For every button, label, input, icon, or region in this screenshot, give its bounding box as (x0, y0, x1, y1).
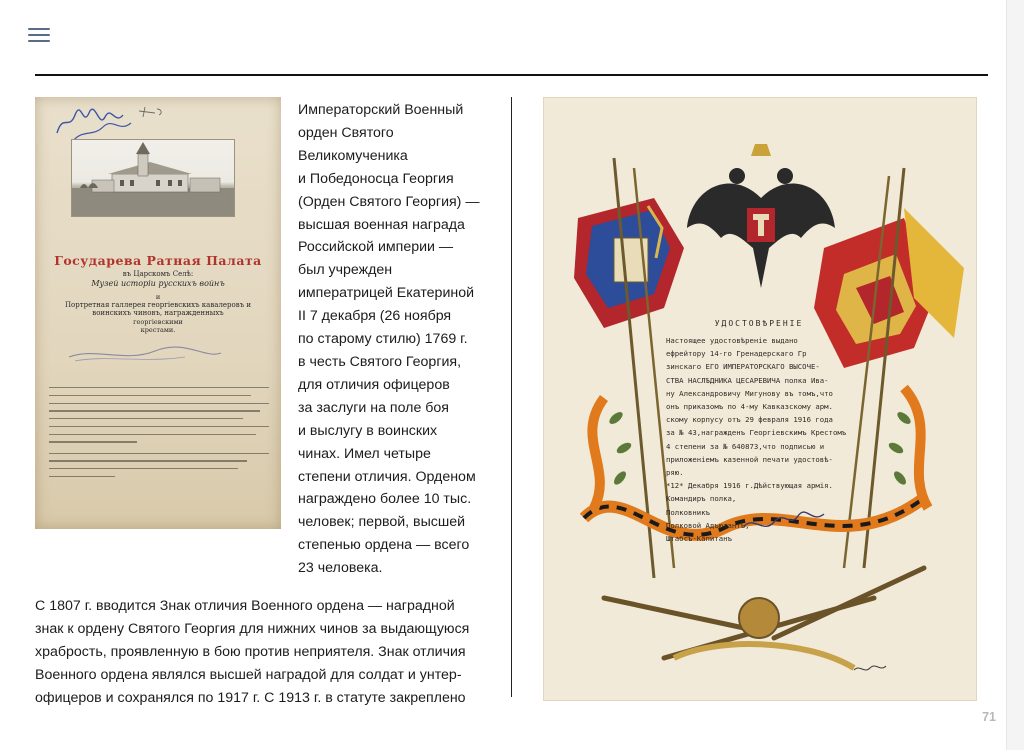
menu-bar (28, 40, 50, 42)
menu-bar (28, 34, 50, 36)
bottom-text-line: храбрость, проявленную в бою против неприятеля. Знак отличия (35, 643, 466, 660)
certificate-line: Настоящее удостовѣреніе выдано (666, 336, 798, 345)
main-text-line: Императорский Военный (298, 102, 464, 118)
certificate-line: ряю. (666, 468, 684, 478)
main-paragraph (298, 99, 503, 580)
certificate-line: ефрейтору 14-го Гренадерскаго Гр (666, 349, 807, 359)
main-text-line: орден Святого (298, 124, 394, 141)
main-text-line: высшая военная награда (298, 216, 465, 233)
main-text-line: для отличия офицеров (298, 376, 450, 393)
certificate-line: скому корпусу отъ 29 февраля 1916 года (666, 415, 833, 425)
main-text-line: императрицей Екатериной (298, 285, 475, 302)
page-scrollbar[interactable] (1006, 0, 1024, 750)
main-text-line: за заслуги на поле боя (298, 399, 449, 416)
certificate-line: ну Александровичу Мигунову въ томъ,что (666, 388, 833, 398)
certificate-line: Командиръ полка, (666, 494, 737, 504)
main-text-line: (Орден Святого Георгия) — (298, 193, 480, 210)
bottom-text-line: С 1807 г. вводится Знак отличия Военного ордена — наградной (35, 598, 455, 614)
archive-doc-line: и (155, 293, 161, 301)
bottom-text-line: Военного ордена являлся высшей наградой для солдат и унтер- (35, 666, 462, 683)
main-text-line: и выслугу в воинских (298, 422, 438, 439)
certificate-line: зинскаго ЕГО ИМПЕРАТОРСКАГО ВЫСОЧЕ- (666, 362, 820, 372)
certificate-line: онъ приказомъ по 4-му Кавказскому арм. (666, 402, 833, 412)
archive-doc-line: Музей исторіи русскихъ войнъ (91, 279, 225, 288)
main-text-line: и Победоносца Георгия (298, 170, 454, 187)
main-text-line: человек; первой, высшей (298, 514, 466, 531)
certificate-image (543, 97, 977, 701)
bottom-text-line: офицеров и сохранялся по 1917 г. С 1913 г. в статуте закреплено (35, 689, 466, 706)
certificate-line: за № 43,награжденъ Георгіевскимъ Крестомъ (666, 428, 847, 438)
certificate-line: СТВА НАСЛѢДНИКА ЦЕСАРЕВИЧА полка Ива- (666, 375, 829, 385)
certificate-line: приложеніемъ казенной печати удостовѣ- (666, 454, 833, 464)
certificate-line: Полковникъ (666, 507, 710, 517)
archive-doc-line: воинскихъ чиновъ, награжденныхъ (92, 309, 224, 317)
bottom-text-line: знак к ордену Святого Георгия для нижних чинов за выдающуюся (35, 620, 470, 637)
certificate-line: 4 степени за № 640873,что подписью и (666, 441, 825, 451)
main-text-line: был учрежден (298, 262, 393, 279)
main-text-line: в честь Святого Георгия, (298, 353, 462, 370)
certificate-line: *12* Декабря 1916 г.Дѣйствующая армія. (666, 481, 833, 491)
archive-doc-line: въ Царскомъ Селѣ: (122, 270, 194, 278)
main-text-line: награждено более 10 тыс. (298, 491, 472, 508)
archive-doc-line: Портретная галлерея георгіевскихъ кавалеровъ и (64, 301, 252, 309)
main-text-line: степени отличия. Орденом (298, 468, 476, 485)
handwritten-note (53, 103, 173, 143)
menu-bar (28, 28, 50, 30)
column-divider (511, 97, 512, 697)
hamburger-menu-icon[interactable] (28, 26, 50, 44)
main-text-line: степенью ордена — всего (298, 537, 470, 554)
main-text-line: чинах. Имел четыре (298, 445, 431, 462)
header-rule (35, 74, 988, 76)
certificate-heading: УДОСТОВѢРЕНІЕ (714, 319, 804, 328)
building-photo (71, 139, 235, 217)
typed-paragraph (49, 387, 269, 484)
certificate-line: Полковой Адъютантъ, (666, 520, 750, 530)
certificate-line: Штабсъ-Капитанъ (666, 534, 732, 544)
main-text-line: Российской империи — (298, 239, 454, 256)
bottom-paragraph (35, 595, 505, 710)
pencil-scribble (65, 343, 225, 365)
archive-doc-title: Государева Ратная Палата (54, 253, 262, 268)
main-text-line: II 7 декабря (26 ноября (298, 308, 452, 325)
certificate-body (666, 334, 850, 545)
main-text-line: 23 человека. (298, 560, 383, 577)
main-text-line: по старому стилю) 1769 г. (298, 331, 468, 348)
archive-doc-line: георгіевскими (133, 318, 183, 326)
main-text-line: Великомученика (298, 147, 408, 164)
archive-doc-line: крестами. (140, 326, 176, 334)
page-number: 71 (982, 710, 996, 724)
archive-document-photo (35, 97, 281, 529)
